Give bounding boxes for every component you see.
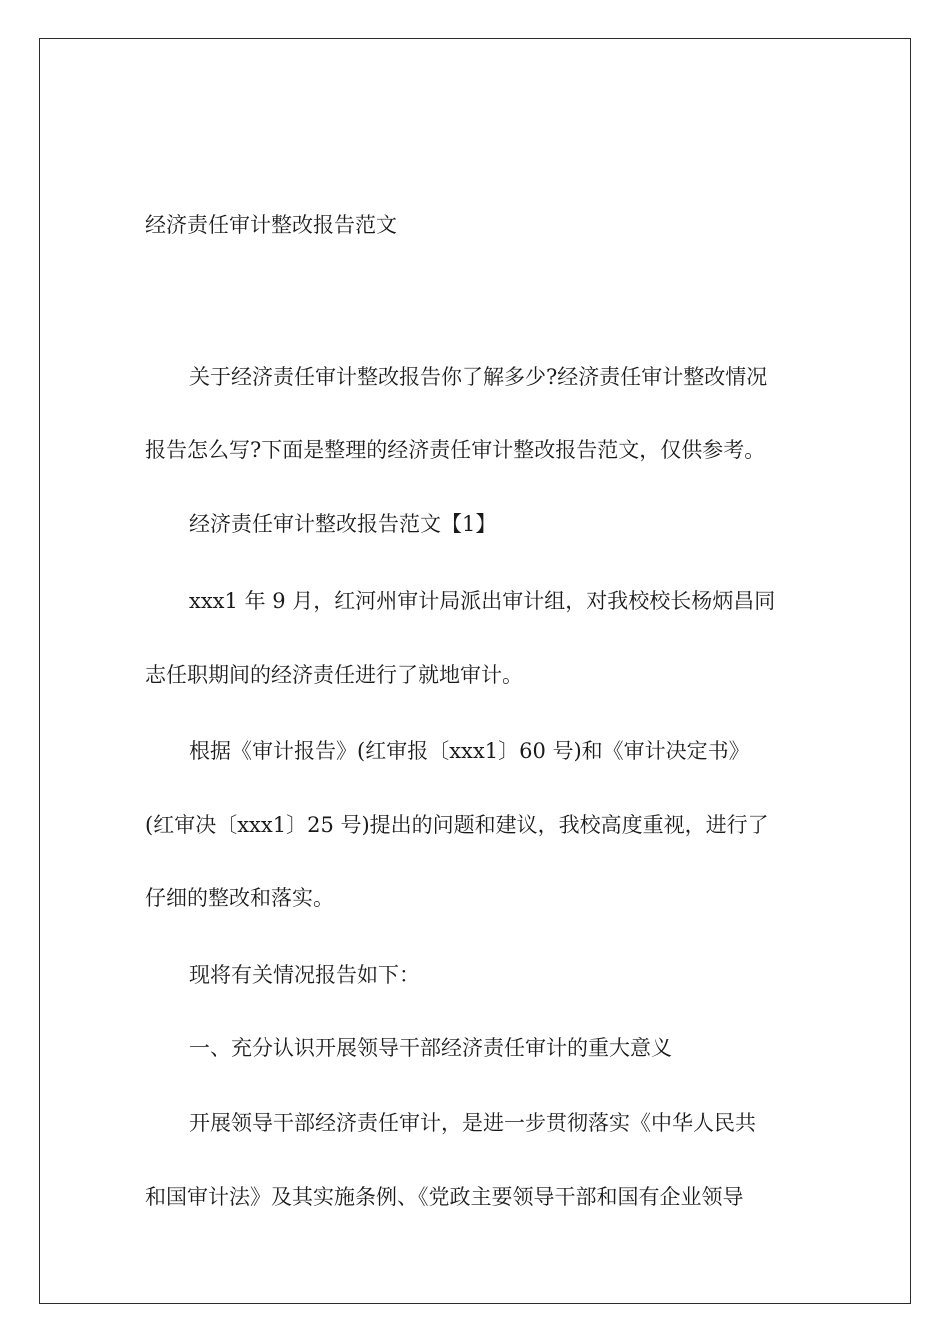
section-heading-one: 一、充分认识开展领导干部经济责任审计的重大意义: [189, 1036, 672, 1060]
paragraph-line-audit-1: xxx1 年 9 月，红河州审计局派出审计组，对我校校长杨炳昌同: [189, 589, 776, 613]
paragraph-line-significance-2: 和国审计法》及其实施条例、《党政主要领导干部和国有企业领导: [145, 1185, 744, 1209]
paragraph-line-basis-3: 仔细的整改和落实。: [145, 886, 334, 910]
paragraph-line-report: 现将有关情况报告如下：: [189, 963, 420, 987]
document-title: 经济责任审计整改报告范文: [145, 213, 397, 237]
paragraph-line-basis-1: 根据《审计报告》(红审报〔xxx1〕60 号)和《审计决定书》: [189, 739, 750, 763]
paragraph-line-basis-2: (红审决〔xxx1〕25 号)提出的问题和建议，我校高度重视，进行了: [145, 813, 769, 837]
paragraph-line-intro-2: 报告怎么写?下面是整理的经济责任审计整改报告范文，仅供参考。: [145, 438, 766, 462]
paragraph-line-significance-1: 开展领导干部经济责任审计，是进一步贯彻落实《中华人民共: [189, 1111, 756, 1135]
section-heading-sample-1: 经济责任审计整改报告范文【1】: [189, 512, 497, 536]
paragraph-line-audit-2: 志任职期间的经济责任进行了就地审计。: [145, 663, 523, 687]
paragraph-line-intro-1: 关于经济责任审计整改报告你了解多少?经济责任审计整改情况: [189, 365, 768, 389]
